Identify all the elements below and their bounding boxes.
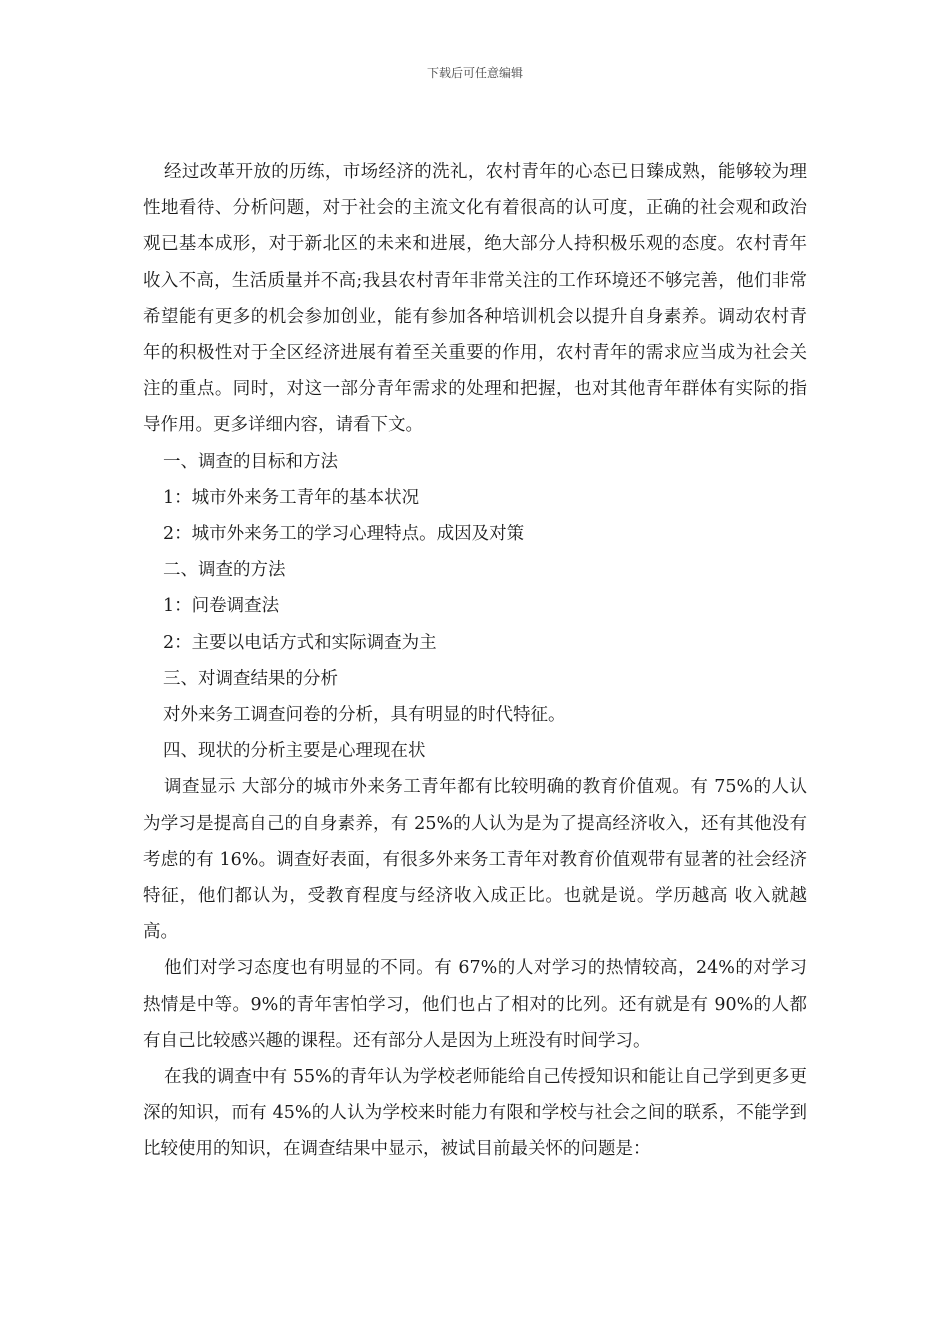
survey-paragraph: 调查显示 大部分的城市外来务工青年都有比较明确的教育价值观。有 75%的人认为学习是提高自己的自身素养，有 25%的人认为是为了提高经济收入，还有其他没有考虑的有 16%。调查好表面，有很多外来务工青年对教育价值观带有显著的社会经济特征，他们都认为，受教育程度与经济收入成正比。也就是说。学历越高 收入就越高。: [143, 777, 807, 943]
teachers-paragraph: 在我的调查中有 55%的青年认为学校老师能给自己传授知识和能让自己学到更多更深的知识，而有 45%的人认为学校来时能力有限和学校与社会之间的联系，不能学到比较使用的知识，在调查结果中显示，被试目前最关怀的问题是：: [143, 1067, 807, 1160]
section-heading: 二、调查的方法: [163, 560, 286, 581]
attitude-paragraph: 他们对学习态度也有明显的不同。有 67%的人对学习的热情较高，24%的对学习热情是中等。9%的青年害怕学习，他们也占了相对的比列。还有就是有 90%的人都有自己比较感兴趣的课程。还有部分人是因为上班没有时间学习。: [143, 958, 807, 1051]
page-header: 下载后可任意编辑: [426, 66, 523, 80]
section-text: 对外来务工调查问卷的分析，具有明显的时代特征。: [163, 705, 566, 726]
section-heading: 一、调查的目标和方法: [163, 451, 338, 472]
list-item: 2：主要以电话方式和实际调查为主: [163, 632, 437, 653]
section-heading: 四、现状的分析主要是心理现在状: [163, 741, 426, 762]
intro-paragraph: 经过改革开放的历练，市场经济的洗礼，农村青年的心态已日臻成熟，能够较为理性地看待、分析问题，对于社会的主流文化有着很高的认可度，正确的社会观和政治观已基本成形，对于新北区的未来和进展，绝大部分人持积极乐观的态度。农村青年收入不高，生活质量并不高;我县农村青年非常关注的工作环境还不够完善，他们非常希望能有更多的机会参加创业，能有参加各种培训机会以提升自身素养。调动农村青年的积极性对于全区经济进展有着至关重要的作用，农村青年的需求应当成为社会关注的重点。同时，对这一部分青年需求的处理和把握，也对其他青年群体有实际的指导作用。更多详细内容，请看下文。: [143, 162, 807, 436]
list-item: 1：问卷调查法: [163, 596, 280, 617]
document-body: [143, 154, 807, 1168]
section-heading: 三、对调查结果的分析: [163, 668, 338, 689]
list-item: 1：城市外来务工青年的基本状况: [163, 487, 420, 508]
list-item: 2：城市外来务工的学习心理特点。成因及对策: [163, 524, 525, 545]
